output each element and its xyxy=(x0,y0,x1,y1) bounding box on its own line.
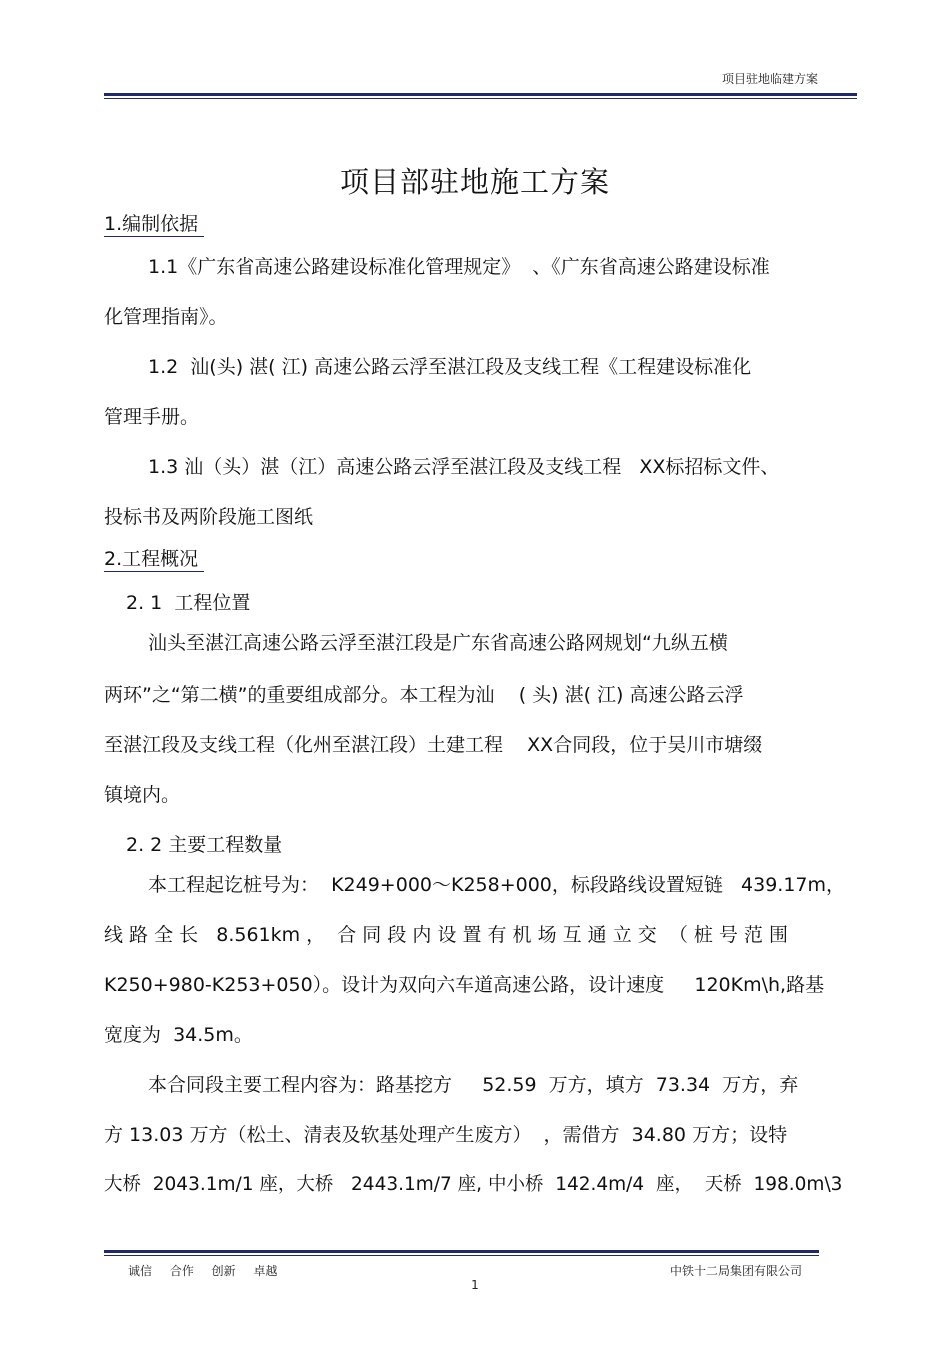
paragraph-line: 投标书及两阶段施工图纸 xyxy=(104,506,314,528)
paragraph-line: 大桥 2043.1m/1 座，大桥 2443.1m/7 座, 中小桥 142.4m/4 座， 天桥 198.0m\3 xyxy=(104,1174,843,1195)
section-1-heading: 1.编制依据 xyxy=(104,212,204,237)
paragraph-line: 两环”之“第二横”的重要组成部分。本工程为汕 ( 头) 湛( 江) 高速公路云浮 xyxy=(104,684,744,706)
footer-rule-thin xyxy=(104,1255,819,1256)
paragraph-line: 化管理指南》。 xyxy=(104,306,228,328)
footer-company: 中铁十二局集团有限公司 xyxy=(669,1264,802,1278)
page-number: 1 xyxy=(471,1278,479,1292)
paragraph-line: 本工程起讫桩号为： K249+000～K258+000，标段路线设置短链 439.17m， xyxy=(148,874,846,896)
footer-motto: 诚信 合作 创新 卓越 xyxy=(128,1264,278,1278)
paragraph-line: 1.3 汕（头）湛（江）高速公路云浮至湛江段及支线工程 XX标招标文件、 xyxy=(148,456,780,478)
header-rule xyxy=(104,93,857,96)
footer-rule xyxy=(104,1250,819,1253)
page-title: 项目部驻地施工方案 xyxy=(339,165,610,199)
paragraph-line: 宽度为 34.5m。 xyxy=(104,1024,253,1046)
subsection-heading: 2. 2 主要工程数量 xyxy=(126,834,283,856)
header-rule-thin xyxy=(104,98,857,99)
paragraph-line: 管理手册。 xyxy=(104,406,200,428)
paragraph-line: 至湛江段及支线工程（化州至湛江段）土建工程 XX合同段，位于吴川市塘缀 xyxy=(104,734,763,756)
paragraph-line: 方 13.03 万方（松土、清表及软基处理产生废方） ，需借方 34.80 万方；设特 xyxy=(104,1124,788,1146)
section-2-heading: 2.工程概况 xyxy=(104,547,204,572)
paragraph-line: 镇境内。 xyxy=(104,784,181,806)
paragraph-line: 本合同段主要工程内容为：路基挖方 52.59 万方，填方 73.34 万方，弃 xyxy=(148,1074,799,1096)
paragraph-line: 1.2 汕(头) 湛( 江) 高速公路云浮至湛江段及支线工程《工程建设标准化 xyxy=(148,356,752,378)
subsection-heading: 2. 1 工程位置 xyxy=(126,592,251,614)
paragraph-line: 汕头至湛江高速公路云浮至湛江段是广东省高速公路网规划“九纵五横 xyxy=(148,632,728,654)
paragraph-line: K250+980-K253+050）。设计为双向六车道高速公路，设计速度 120Km\h,路基 xyxy=(104,974,825,996)
paragraph-line: 线 路 全 长 8.561km ， 合 同 段 内 设 置 有 机 场 互 通 立 交 （ 桩 号 范 围 xyxy=(104,924,788,946)
paragraph-line: 1.1《广东省高速公路建设标准化管理规定》 、《广东省高速公路建设标准 xyxy=(148,256,770,278)
running-header: 项目驻地临建方案 xyxy=(721,72,818,86)
